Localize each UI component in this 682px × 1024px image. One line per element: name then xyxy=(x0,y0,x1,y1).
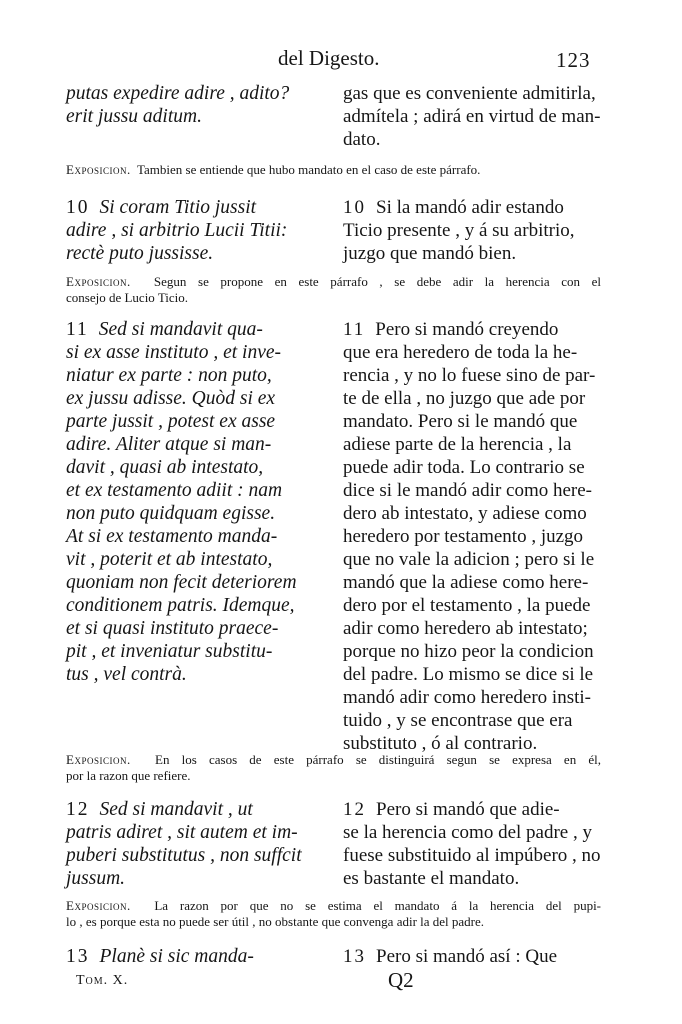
latin-line: erit jussu aditum. xyxy=(66,106,202,127)
paragraph-number: 13 xyxy=(343,946,366,967)
spanish-line: te de ella , no juzgo que ade por xyxy=(343,388,586,409)
spanish-paragraph-11 xyxy=(343,318,601,755)
latin-paragraph-11 xyxy=(66,318,328,686)
spanish-line: porque no hizo peor la condicion xyxy=(343,641,594,662)
spanish-line: heredero por testamento , juzgo xyxy=(343,526,584,547)
latin-line: puberi substitutus , non suffcit xyxy=(66,845,302,866)
exposicion-note xyxy=(66,162,601,178)
latin-line: et ex testamento adiit : nam xyxy=(66,480,283,501)
paragraph-number: 12 xyxy=(66,799,90,820)
paragraph-number: 11 xyxy=(343,319,366,340)
spanish-line: puede adir toda. Lo contrario se xyxy=(343,457,585,478)
spanish-paragraph-13 xyxy=(343,945,601,968)
spanish-line: Ticio presente , y á su arbitrio, xyxy=(343,220,575,241)
exposicion-text: lo , es porque esta no puede ser útil , no obstante que convenga adir la del padre. xyxy=(66,914,485,929)
paragraph-number: 10 xyxy=(343,197,366,218)
spanish-line: dato. xyxy=(343,129,381,150)
latin-line: non puto quidquam egisse. xyxy=(66,503,276,524)
signature-mark: Q2 xyxy=(388,968,414,992)
spanish-line: Pero si mandó que adie- xyxy=(376,799,560,820)
latin-line: parte jussit , potest ex asse xyxy=(66,411,276,432)
latin-continuation xyxy=(66,82,328,128)
spanish-line: del padre. Lo mismo se dice si le xyxy=(343,664,594,685)
exposicion-label: Exposicion. xyxy=(66,898,131,913)
latin-paragraph-13 xyxy=(66,945,328,968)
latin-line: pit , et inveniatur substitu- xyxy=(66,641,273,662)
exposicion-text: Segun se propone en este párrafo , se debe adir la herencia con el xyxy=(153,274,602,289)
exposicion-text: Tambien se entiende que hubo mandato en el caso de este párrafo. xyxy=(136,162,481,177)
exposicion-note xyxy=(66,752,601,784)
latin-line: Planè si sic manda- xyxy=(99,946,254,967)
latin-line: putas expedire adire , adito? xyxy=(66,83,290,104)
latin-line: Sed si mandavit , ut xyxy=(99,799,253,820)
spanish-paragraph-12 xyxy=(343,798,601,890)
spanish-line: se la herencia como del padre , y xyxy=(343,822,592,843)
spanish-line: mandato. Pero si le mandó que xyxy=(343,411,578,432)
exposicion-note xyxy=(66,898,601,930)
latin-line: rectè puto jussisse. xyxy=(66,243,214,264)
paragraph-number: 12 xyxy=(343,799,366,820)
exposicion-text: por la razon que refiere. xyxy=(66,768,191,783)
spanish-line: gas que es conveniente admitirla, xyxy=(343,83,596,104)
spanish-line: substituto , ó al contrario. xyxy=(343,733,538,754)
latin-line: ex jussu adisse. Quòd si ex xyxy=(66,388,276,409)
latin-line: patris adiret , sit autem et im- xyxy=(66,822,298,843)
spanish-line: juzgo que mandó bien. xyxy=(343,243,517,264)
latin-line: adire. Aliter atque si man- xyxy=(66,434,272,455)
latin-line: Sed si mandavit qua- xyxy=(98,319,263,340)
spanish-line: fuese substituido al impúbero , no xyxy=(343,845,601,866)
volume-footer: Tom. X. xyxy=(76,973,129,988)
exposicion-text: En los casos de este párrafo se distinguirá segun se expresa en él, xyxy=(155,752,602,767)
spanish-line: Si la mandó adir estando xyxy=(376,197,564,218)
spanish-line: dice si le mandó adir como here- xyxy=(343,480,593,501)
exposicion-label: Exposicion. xyxy=(66,162,131,177)
latin-line: adire , si arbitrio Lucii Titii: xyxy=(66,220,288,241)
latin-paragraph-10 xyxy=(66,196,328,265)
spanish-paragraph-10 xyxy=(343,196,601,265)
exposicion-label: Exposicion. xyxy=(66,274,131,289)
spanish-line: es bastante el mandato. xyxy=(343,868,520,889)
running-header: del Digesto. xyxy=(278,46,380,70)
latin-line: si ex asse instituto , et inve- xyxy=(66,342,281,363)
spanish-line: dero ab intestato, y adiese como xyxy=(343,503,587,524)
latin-line: jussum. xyxy=(66,868,126,889)
spanish-line: que no vale la adicion ; pero si le xyxy=(343,549,595,570)
latin-line: At si ex testamento manda- xyxy=(66,526,278,547)
spanish-line: mandó que la adiese como here- xyxy=(343,572,589,593)
spanish-continuation xyxy=(343,82,601,151)
paragraph-number: 13 xyxy=(66,946,90,967)
spanish-line: admítela ; adirá en virtud de man- xyxy=(343,106,601,127)
paragraph-number: 10 xyxy=(66,197,90,218)
latin-line: conditionem patris. Idemque, xyxy=(66,595,295,616)
exposicion-note xyxy=(66,274,601,306)
latin-line: Si coram Titio jussit xyxy=(99,197,257,218)
spanish-line: que era heredero de toda la he- xyxy=(343,342,578,363)
latin-line: niatur ex parte : non puto, xyxy=(66,365,272,386)
spanish-line: tuido , y se encontrase que era xyxy=(343,710,573,731)
latin-line: davit , quasi ab intestato, xyxy=(66,457,264,478)
exposicion-text: La razon por que no se estima el mandato á la herencia del pupi- xyxy=(154,898,602,913)
latin-paragraph-12 xyxy=(66,798,328,890)
spanish-line: adiese parte de la herencia , la xyxy=(343,434,572,455)
page-number: 123 xyxy=(556,48,591,72)
spanish-line: dero por el testamento , la puede xyxy=(343,595,591,616)
latin-line: quoniam non fecit deteriorem xyxy=(66,572,297,593)
latin-line: vit , poterit et ab intestato, xyxy=(66,549,273,570)
spanish-line: Pero si mandó así : Que xyxy=(376,946,558,967)
latin-line: et si quasi instituto praece- xyxy=(66,618,279,639)
exposicion-label: Exposicion. xyxy=(66,752,131,767)
spanish-line: Pero si mandó creyendo xyxy=(375,319,559,340)
spanish-line: adir como heredero ab intestato; xyxy=(343,618,588,639)
spanish-line: rencia , y no lo fuese sino de par- xyxy=(343,365,596,386)
exposicion-text: consejo de Lucio Ticio. xyxy=(66,290,189,305)
latin-line: tus , vel contrà. xyxy=(66,664,187,685)
paragraph-number: 11 xyxy=(66,319,89,340)
spanish-line: mandó adir como heredero insti- xyxy=(343,687,591,708)
